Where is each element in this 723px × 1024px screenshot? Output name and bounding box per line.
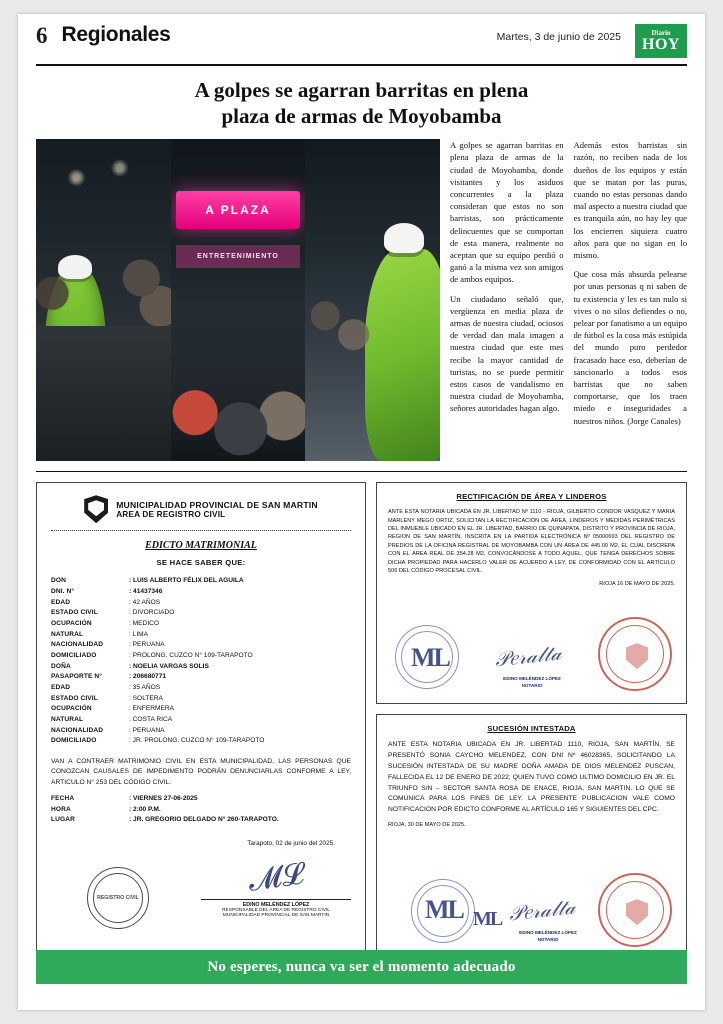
notice-date: RIOJA, 30 DE MAYO DE 2025. [388,822,466,829]
field-label: ESTADO CIVIL [51,694,98,702]
field-label: DOMICILIADO [51,651,97,659]
field-row [51,704,351,715]
field-row [51,815,351,826]
notice-ceremony-fields [51,794,351,826]
article-headline [78,78,645,129]
notice-stamps [51,857,351,953]
field-row [51,805,351,816]
notary-signer-role: NOTARIO [537,937,559,943]
photo-crowd-left [36,216,171,345]
article-column-1 [450,139,564,461]
page-number: 6 [36,23,48,48]
signature-icon: 𝓜𝓛 [246,857,306,898]
notice-fields [51,576,351,747]
signer-org: MUNICIPALIDAD PROVINCIAL DE SAN MARTIN [222,913,330,919]
notice-title: SUCESIÓN INTESTADA [487,724,576,734]
field-row [51,726,351,737]
notary-red-seal [598,617,672,691]
footer-banner-text: No esperes, nunca va ser el momento adecuado [207,958,516,975]
field-value: : SOLTERA [129,694,163,702]
municipality-name: MUNICIPALIDAD PROVINCIAL DE SAN MARTIN [116,499,318,510]
notice-subtitle: SE HACE SABER QUE: [156,558,246,568]
logo-main-text: HOY [642,35,680,53]
article-paragraph: Que cosa más absurda pelearse por unas personas q ni saben de tu existencia y les es tan nulo si vives o no silos defiendes o no, pelear por fanatismo a un equipo de fútbol es la cosa más estúpida del mundo puro perdedor fracasado hace eso, deberían de sancionarlo a todos esos barristas que no saben comportarse, que los traen miedo e inseguridades a nuestros niños. (Jorge Canales) [573,269,687,426]
photo-crowd-right [305,236,386,381]
notice-paragraph: VAN A CONTRAER MATRIMONIO CIVIL EN ESTA MUNICIPALIDAD, LAS PERSONAS QUE CONOZCAN CAUSALES DE IMPEDIMENTO PODRÁN DENUNCIARLAS CONFORME A LEY, ARTICULO N° 253 DEL CÓDIGO CIVIL. [51,757,351,786]
notice-sucesion-intestada [376,714,687,960]
field-value: : NOELIA VARGAS SOLIS [129,662,209,670]
article-column-2 [574,139,688,461]
field-row [51,576,351,587]
headline-line-2: plaza de armas de Moyobamba [221,103,502,128]
field-label: PASAPORTE N° [51,673,102,681]
field-label: EDAD [51,683,71,691]
field-row [51,736,351,747]
field-value: : 41437346 [129,587,163,595]
signer-name: EDINO MELÉNDEZ LÓPEZ [201,899,351,908]
field-value: : LIMA [129,630,149,638]
plaza-subsign: ENTRETENIMIENTO [176,245,300,268]
photo-helmet-left [58,255,92,279]
notice-date: RIOJA 16 DE MAYO DE 2025. [599,581,675,588]
field-label: OCUPACIÓN [51,619,92,627]
headline-line-1: A golpes se agarran barritas en plena [194,78,529,102]
masthead [18,14,705,62]
section-title: Regionales [61,23,171,46]
notices-right-column [376,482,687,960]
notary-monogram-icon: ML [425,895,463,925]
masthead-divider [36,64,687,66]
field-label: DOMICILIADO [51,737,97,745]
photo-panel-center [171,139,306,461]
photo-crowd-center [171,300,306,461]
plaza-sign: A PLAZA [176,191,300,230]
signer-role: RESPONSABLE DEL AREA DE REGISTRO CIVIL [222,908,330,914]
field-value: : 2:00 P.M. [129,805,161,813]
notice-title: RECTIFICACIÓN DE ÁREA Y LINDEROS [456,492,607,502]
field-value: : 206680771 [129,673,167,681]
notary-monogram-icon: ML [411,643,449,673]
article-paragraph: A golpes se agarran barritas en plena plaza de armas de la ciudad de Moyobamba, donde visitantes y los asiduos concurrentes a la plaza consideran que estos no son barristas, son prácticamente delincuentes que se comportan de esta manera, realmente no aceptan que su equipo perdió o ganó a la misma vez son amigos de ambos equipos. [450,140,564,285]
field-value: : PERUANA [129,641,165,649]
publication-date: Martes, 3 de junio de 2025 [496,31,621,43]
newspaper-page [18,14,705,1010]
field-label: HORA [51,805,71,813]
field-label: NATURAL [51,715,84,723]
field-value: : PROLONG. CUZCO N° 109-TARAPOTO [129,651,253,659]
notary-signer-name: EDINO MELÉNDEZ LÓPEZ [503,676,561,682]
field-row [51,662,351,673]
field-row [51,587,351,598]
field-label: LUGAR [51,816,75,824]
notice-rectificacion-area [376,482,687,704]
dotted-divider [51,530,351,531]
logo-top-text: Diario [651,28,671,37]
notice-edicto-matrimonial [36,482,366,960]
field-value: : 35 AÑOS [129,683,161,691]
field-row [51,794,351,805]
notice-title: EDICTO MATRIMONIAL [145,540,257,552]
legal-notices [18,472,705,960]
lead-block [18,139,705,461]
field-value: : VIERNES 27-06-2025 [129,795,198,803]
municipality-area: AREA DE REGISTRO CIVIL [116,509,226,519]
field-value: : JR. PROLONG. CUZCO N° 109-TARAPOTO [129,737,265,745]
field-value: : ENFERMERA [129,705,175,713]
field-row [51,694,351,705]
article-photo [36,139,440,461]
photo-helmet-right [384,223,424,253]
coat-of-arms-icon [84,495,108,523]
notary-signer-role: NOTARIO [521,683,543,689]
photo-panel-left [36,139,171,461]
newspaper-logo [635,24,687,58]
field-row [51,640,351,651]
field-value: : JR. GREGORIO DELGADO N° 260-TARAPOTO. [129,816,279,824]
notice-body: ANTE ESTA NOTARIA UBICADA EN JR. LIBERTAD 1110, RIOJA, SAN MARTÍN, SE PRESENTÓ SONIA CAYCHO MELENDEZ, CON DNI Nº 46028365, SOLICITANDO LA SUCESIÓN INTESTADA DE SU MADRE DOÑA AMADA DE DIOS MELENDEZ PUSCAN, FALLECIDA EL 12 DE ENERO DE 2022; QUIEN TUVO COMO ULTIMO DOMICILIO EN JR. EL TRIUNFO S/N – SECTOR SANTA ROSA DE ENACE, RIOJA, SAN MARTIN. LO QUE SE COMUNICA PARA LOS FINES DE LEY. LA PRESENTE PUBLICACION VALE COMO NOTIFICACION POR EDICTO CONFORME AL ARTÍCULO 165 Y SIGUIENTES DEL CPC. [388,741,675,814]
notary-red-seal [598,873,672,947]
field-row [51,715,351,726]
field-label: NATURAL [51,630,84,638]
field-label: NACIONALIDAD [51,641,104,649]
photo-panel-right [305,139,440,461]
article-body [450,139,687,461]
notary-monogram-icon: ML [473,908,502,931]
footer-banner [36,950,687,984]
notice-body: ANTE ESTA NOTARIA UBICADA EN JR. LIBERTAD Nº 1110 - RIOJA, GILBERTO CONDOR VASQUEZ Y MARIA MARLENY MEGO ORTIZ, SOLICITAN LA RECTIFICACIÓN DE ÁREA, LINDEROS Y MEDIDAS PERIMÉTRICAS DEL INMUEBLE UBICADO EN EL JR. LIBERTAD, BARRIO DE QUINAPATA, DISTRITO Y PROVINCIA DE RIOJA, REGION DE SAN MARTÍN, INSCRITA EN LA PARTIDA ELECTRÓNICA Nº 05000693 DEL REGISTRO DE PREDIOS DE LA OFICINA REGISTRAL DE MOYOBAMBA CON UN ÁREA DE 445.00 M2, EL CUAL DISCREPA CON EL ÁREA REAL DE 354.28 M2, CONVOCÁNDOSE A TODO AQUEL, QUE TENGA DERECHOS SOBRE DICHA PROPIEDAD PARA HACERLO VALER DE ACUERDO A LEY, DE CONFORMIDAD CON EL ARTÍCULO 506 DEL CÓDIGO PROCESAL CIVIL. [388,509,675,574]
field-row [51,630,351,641]
municipality-header [51,495,351,523]
field-value: : LUIS ALBERTO FÉLIX DEL AGUILA [129,577,244,585]
field-label: DON [51,577,66,585]
field-value: : PERUANA [129,726,165,734]
notary-signature-icon: 𝒫𝑒𝓇𝒶𝓁𝓉𝒶 [493,642,563,672]
field-value: : COSTA RICA [129,715,173,723]
field-label: NACIONALIDAD [51,726,104,734]
article-paragraph: Un ciudadano señaló que, vergüenza en media plaza de armas de nuestra ciudad, ociosos de verdad dan mala imagen a nuestra ciudad que este mes recibe la mayor cantidad de turistas, no se puede permitir estos casos de vandalismo en nuestra ciudad de Moyobamba, señores autoridades hagan algo. [450,293,564,414]
field-label: DOÑA [51,662,71,670]
field-label: DNI. N° [51,587,75,595]
field-row [51,672,351,683]
article-paragraph: Además estos barristas sin razón, no reciben nada de los dueños de los equipos y están que se matan por las puras, cuando no estas personas dando mal aspecto a nuestra ciudad que es tranquila aún, no hay ley que los encierren siquiera cuatro años para que no sigan en lo mismo. [573,140,687,261]
field-value: : MEDICO [129,619,160,627]
notary-signer-name: EDINO MELÉNDEZ LÓPEZ [519,930,577,936]
registry-stamp: REGISTRO CIVIL [87,867,149,929]
notary-signature-icon: 𝒫𝑒𝓇𝒶𝓁𝓉𝒶 [507,896,577,926]
signature-block [201,857,351,919]
field-value: : DIVORCIADO [129,609,175,617]
field-row [51,608,351,619]
notice-place-date: Tarapoto, 02 de junio del 2025. [247,840,335,848]
field-value: : 42 AÑOS [129,598,161,606]
field-label: OCUPACIÓN [51,705,92,713]
field-row [51,683,351,694]
field-row [51,598,351,609]
field-label: EDAD [51,598,71,606]
field-label: FECHA [51,795,75,803]
field-row [51,651,351,662]
field-row [51,619,351,630]
field-label: ESTADO CIVIL [51,609,98,617]
